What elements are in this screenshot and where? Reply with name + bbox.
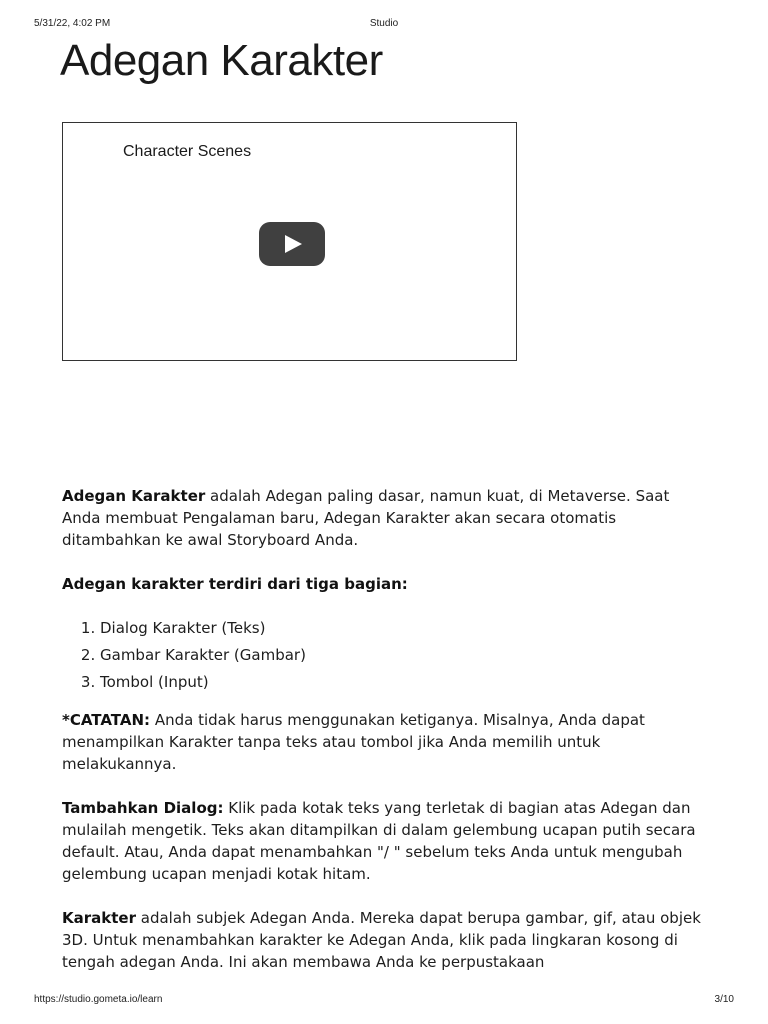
play-button[interactable]	[259, 222, 325, 266]
parts-list	[62, 617, 710, 693]
print-site-title: Studio	[369, 18, 399, 29]
add-dialog-lead: Tambahkan Dialog:	[62, 799, 224, 817]
note-paragraph	[62, 709, 710, 775]
list-item: 1. Dialog Karakter (Teks)	[100, 617, 710, 639]
intro-lead: Adegan Karakter	[62, 487, 206, 505]
note-text: Anda tidak harus menggunakan ketiganya. Misalnya, Anda dapat menampilkan Karakter tanpa teks atau tombol jika Anda memilih untuk melakukannya.	[62, 711, 645, 773]
characters-paragraph	[62, 907, 710, 973]
intro-paragraph	[62, 485, 710, 551]
page-title: Adegan Karakter	[60, 36, 383, 85]
video-embed[interactable]	[62, 122, 517, 361]
print-footer	[34, 994, 734, 1008]
play-icon	[285, 235, 302, 253]
print-datetime: 5/31/22, 4:02 PM	[34, 18, 111, 29]
print-header	[34, 18, 734, 32]
list-item: 2. Gambar Karakter (Gambar)	[100, 644, 710, 666]
characters-text: adalah subjek Adegan Anda. Mereka dapat berupa gambar, gif, atau objek 3D. Untuk menambahkan karakter ke Adegan Anda, klik pada lingkaran kosong di tengah adegan Anda. Ini akan membawa Anda ke perpustakaan	[62, 909, 701, 971]
parts-heading-text: Adegan karakter terdiri dari tiga bagian:	[62, 575, 408, 593]
add-dialog-text: Klik pada kotak teks yang terletak di bagian atas Adegan dan mulailah mengetik. Teks akan ditampilkan di dalam gelembung ucapan putih secara default. Atau, Anda dapat menambahkan "/ " sebelum teks Anda untuk mengubah gelembung ucapan menjadi kotak hitam.	[62, 799, 696, 883]
print-url: https://studio.gometa.io/learn	[34, 994, 163, 1005]
video-title[interactable]: Character Scenes	[123, 143, 252, 160]
intro-text: adalah Adegan paling dasar, namun kuat, di Metaverse. Saat Anda membuat Pengalaman baru, Adegan Karakter akan secara otomatis ditambahkan ke awal Storyboard Anda.	[62, 487, 670, 549]
list-item: 3. Tombol (Input)	[100, 671, 710, 693]
add-dialog-paragraph	[62, 797, 710, 885]
parts-heading	[62, 573, 710, 595]
note-lead: *CATATAN:	[62, 711, 151, 729]
characters-lead: Karakter	[62, 909, 136, 927]
article-content	[62, 485, 710, 995]
print-page-number: 3/10	[714, 994, 734, 1005]
